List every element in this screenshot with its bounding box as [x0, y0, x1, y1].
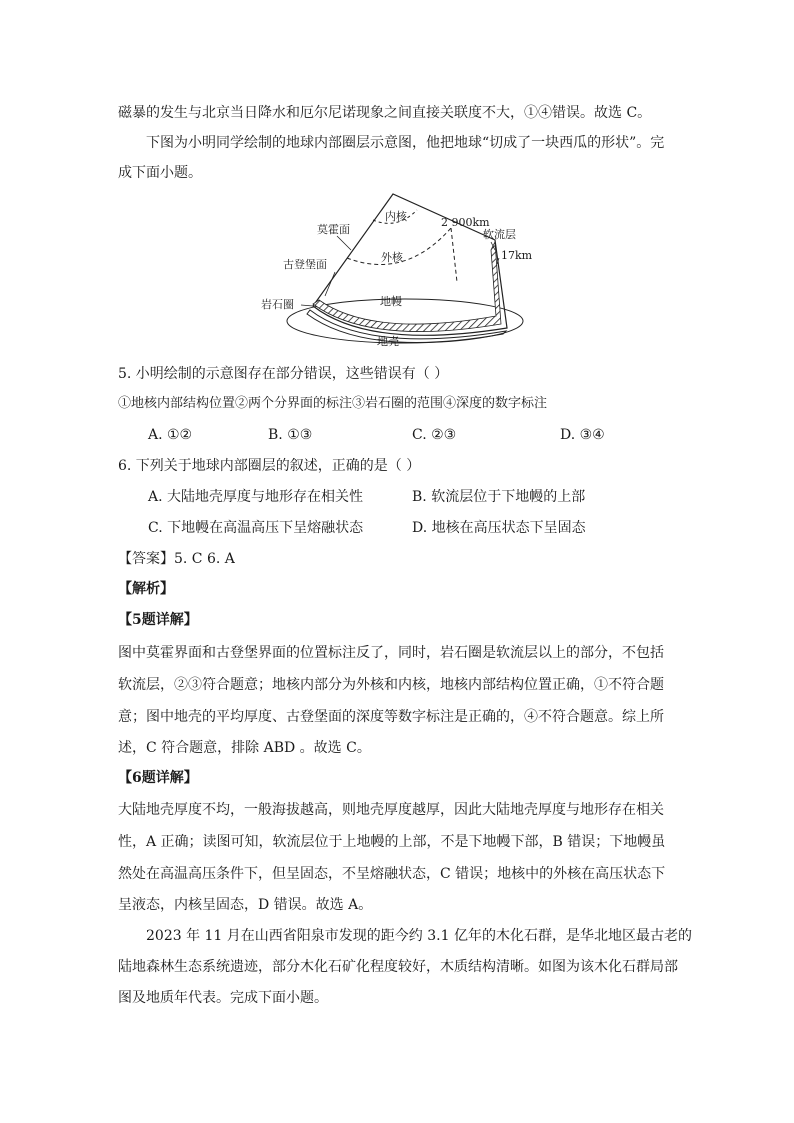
label-gutenberg: 古登堡面: [283, 258, 327, 271]
label-outer-core: 外核: [381, 251, 403, 264]
lithosphere-hatch: [313, 242, 501, 332]
passage-line: 陆地森林生态系统遗迹，部分木化石矿化程度较好，木质结构清晰。如图为该木化石群局部: [118, 959, 678, 975]
label-depth-17: 17km: [501, 249, 533, 262]
right-face-dashed: [451, 228, 457, 282]
q6-detail-line: 大陆地壳厚度不均，一般海拔越高，则地壳厚度越厚，因此大陆地壳厚度与地形存在相关: [118, 802, 664, 818]
question-5: 5. 小明绘制的示意图存在部分错误，这些错误有（ ）: [118, 366, 449, 382]
q5-detail-line: 图中莫霍界面和古登堡界面的位置标注反了，同时，岩石圈是软流层以上的部分，不包括: [118, 645, 664, 661]
question-6: 6. 下列关于地球内部圈层的叙述，正确的是（ ）: [118, 458, 421, 474]
text-line: 磁暴的发生与北京当日降水和厄尔尼诺现象之间直接关联度不大，①④错误。故选 C。: [118, 105, 652, 121]
q5-option-d: D. ③④: [560, 427, 605, 443]
passage-line: 图及地质年代表。完成下面小题。: [118, 990, 328, 1006]
q5-detail-line: 意；图中地壳的平均厚度、古登堡面的深度等数字标注是正确的，④不符合题意。综上所: [118, 709, 664, 725]
q5-option-b: B. ①③: [268, 427, 313, 443]
answer-line: 【答案】5. C 6. A: [118, 551, 235, 567]
q6-option-d: D. 地核在高压状态下呈固态: [412, 520, 586, 536]
leader-lithosphere: [301, 305, 313, 306]
q6-option-c: C. 下地幔在高温高压下呈熔融状态: [148, 520, 364, 536]
q6-option-b: B. 软流层位于下地幔的上部: [412, 489, 586, 505]
q6-detail-line: 性，A 正确；读图可知，软流层位于上地幔的上部，不是下地幔下部，B 错误；下地幔虽: [118, 834, 666, 850]
q6-detail-line: 呈液态，内核呈固态，D 错误。故选 A。: [118, 897, 373, 913]
label-mantle: 地幔: [380, 295, 402, 308]
q5-option-a: A. ①②: [148, 427, 193, 443]
q5-option-c: C. ②③: [412, 427, 457, 443]
q6-detail-heading: 【6题详解】: [118, 770, 198, 786]
text-line: 下图为小明同学绘制的地球内部圈层示意图，他把地球“切成了一块西瓜的形状”。完: [146, 135, 665, 151]
q5-detail-line: 述，C 符合题意，排除 ABD 。故选 C。: [118, 740, 371, 756]
leader-moho: [337, 236, 351, 250]
analysis-heading: 【解析】: [118, 581, 174, 597]
earth-interior-diagram: [255, 188, 535, 356]
q5-detail-heading: 【5题详解】: [118, 612, 198, 628]
text-line: 成下面小题。: [118, 165, 202, 181]
label-lithosphere: 岩石圈: [261, 298, 294, 311]
label-crust: 地壳: [377, 335, 399, 348]
label-inner-core: 内核: [385, 210, 407, 223]
label-asthenosphere: 软流层: [483, 228, 516, 241]
q6-detail-line: 然处在高温高压条件下，但呈固态，不呈熔融状态，C 错误；地核中的外核在高压状态下: [118, 866, 666, 882]
question-5-items: ①地核内部结构位置②两个分界面的标注③岩石圈的范围④深度的数字标注: [118, 396, 548, 411]
q6-option-a: A. 大陆地壳厚度与地形存在相关性: [148, 489, 364, 505]
label-moho: 莫霍面: [317, 223, 350, 236]
q5-detail-line: 软流层，②③符合题意；地核内部分为外核和内核，地核内部结构位置正确，①不符合题: [118, 677, 664, 693]
passage-line: 2023 年 11 月在山西省阳泉市发现的距今约 3.1 亿年的木化石群，是华北地区最古老的: [146, 928, 692, 944]
label-depth-2900: 2 900km: [441, 216, 490, 229]
leader-gutenberg: [325, 272, 335, 296]
